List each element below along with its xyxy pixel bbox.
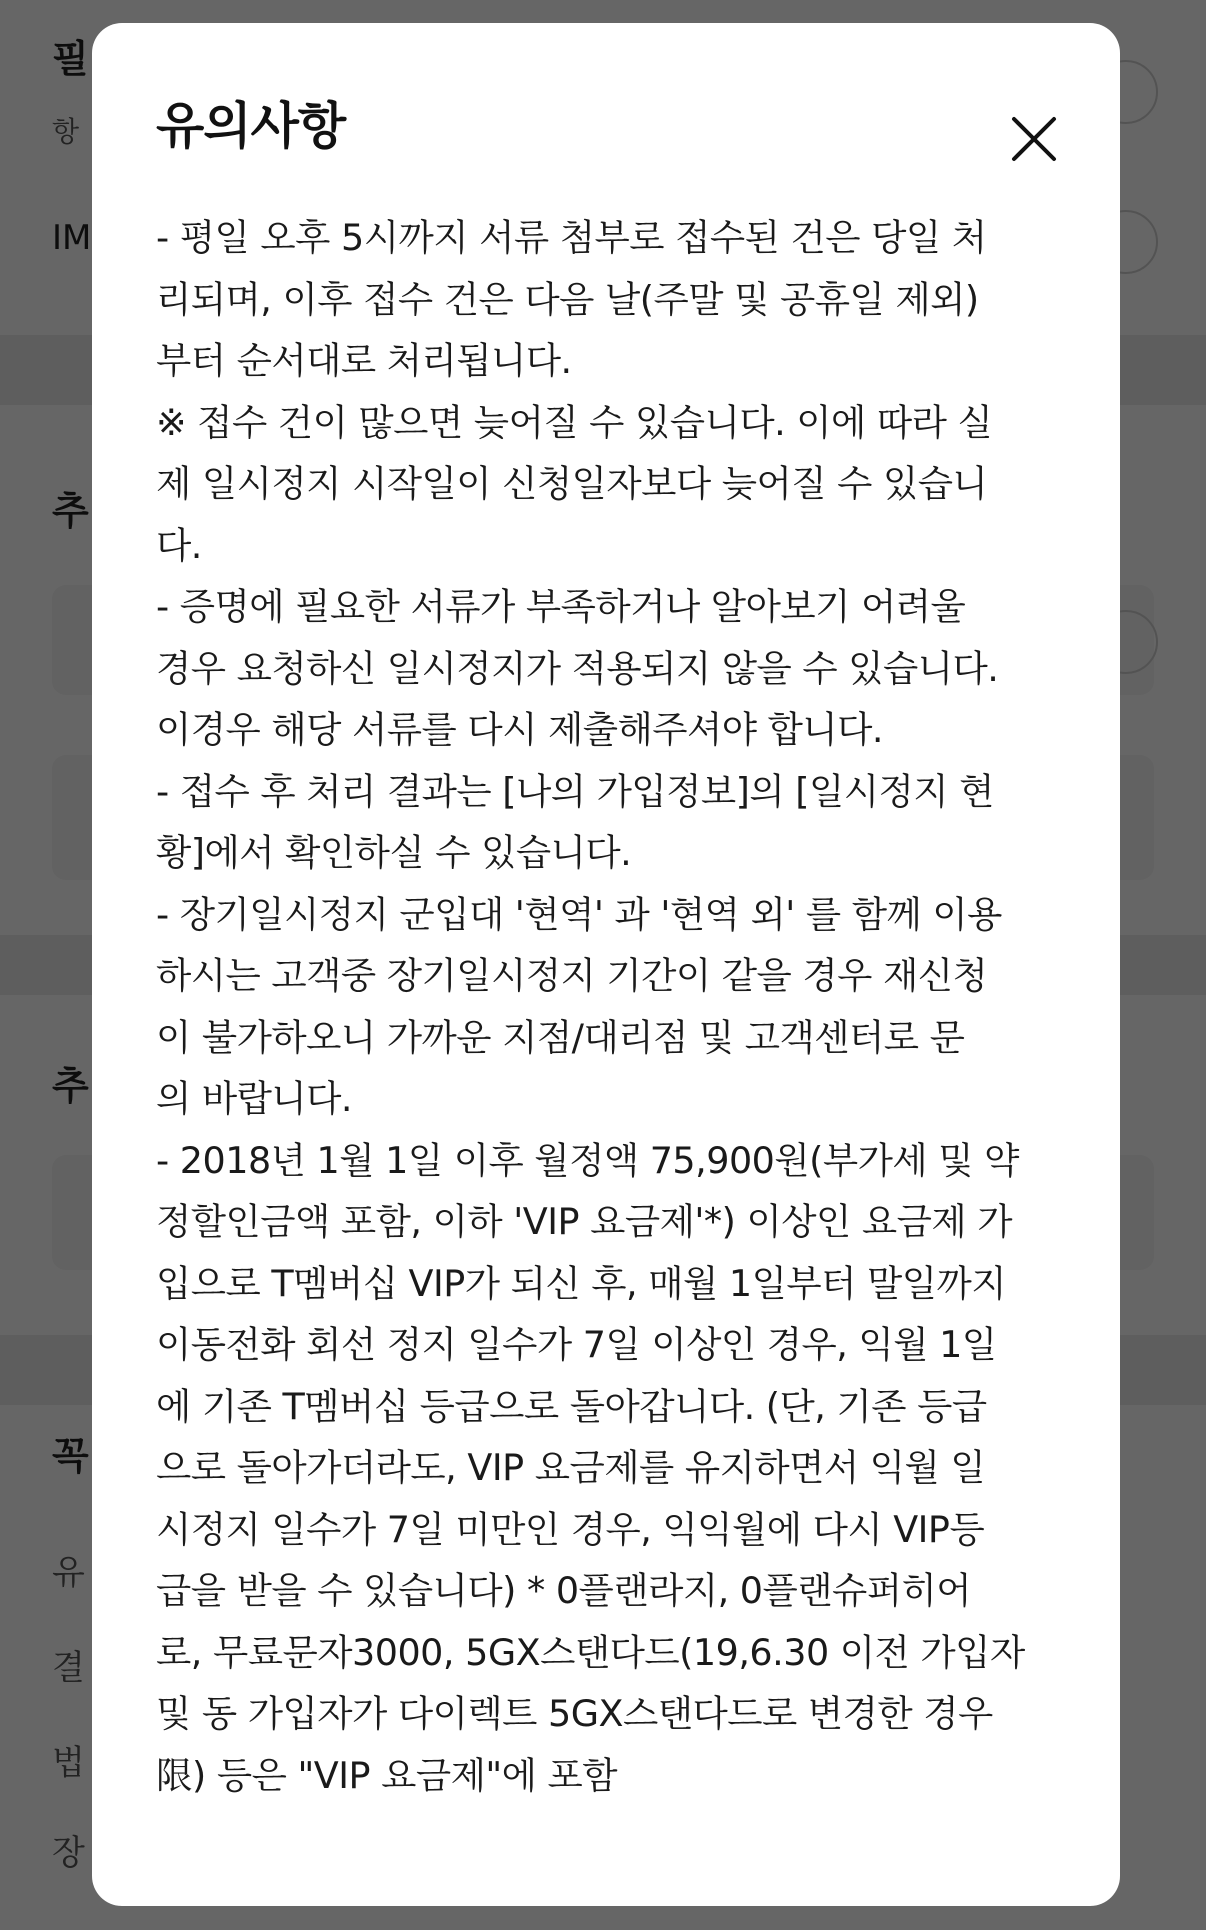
modal-title: 유의사항: [156, 97, 346, 155]
notice-line: 입으로 T멤버십 VIP가 되신 후, 매월 1일부터 말일까지: [156, 1261, 1007, 1305]
notice-line: 리되며, 이후 접수 건은 다음 날(주말 및 공휴일 제외): [156, 277, 979, 321]
notice-line: - 접수 후 처리 결과는 [나의 가입정보]의 [일시정지 현: [156, 769, 994, 813]
notice-line: 황]에서 확인하실 수 있습니다.: [156, 831, 632, 874]
close-button[interactable]: [1010, 115, 1058, 163]
notice-line: - 평일 오후 5시까지 서류 첨부로 접수된 건은 당일 처: [156, 216, 987, 259]
notice-text: [156, 207, 1056, 1806]
notice-line: 에 기존 T멤버십 등급으로 돌아갑니다. (단, 기존 등급: [156, 1384, 987, 1428]
notice-line: 으로 돌아가더라도, VIP 요금제를 유지하면서 익월 일: [156, 1446, 986, 1489]
notice-line: 이 불가하오니 가까운 지점/대리점 및 고객센터로 문: [156, 1015, 965, 1059]
notice-line: 限) 등은 "VIP 요금제"에 포함: [156, 1753, 618, 1797]
notice-line: 의 바랍니다.: [156, 1077, 352, 1120]
notice-line: 급을 받을 수 있습니다) * 0플랜라지, 0플랜슈퍼히어: [156, 1569, 972, 1612]
notice-line: - 증명에 필요한 서류가 부족하거나 알아보기 어려울: [156, 585, 966, 628]
notice-line: ※ 접수 건이 많으면 늦어질 수 있습니다. 이에 따라 실: [156, 400, 993, 444]
notice-line: 경우 요청하신 일시정지가 적용되지 않을 수 있습니다.: [156, 646, 999, 690]
notice-line: 다.: [156, 523, 202, 567]
notice-line: 이동전화 회선 정지 일수가 7일 이상인 경우, 익월 1일: [156, 1323, 997, 1366]
notice-line: 로, 무료문자3000, 5GX스탠다드(19,6.30 이전 가입자: [156, 1630, 1025, 1674]
notice-modal: [92, 23, 1120, 1906]
notice-line: 하시는 고객중 장기일시정지 기간이 같을 경우 재신청: [156, 954, 988, 997]
notice-line: 시정지 일수가 7일 미만인 경우, 익익월에 다시 VIP등: [156, 1507, 985, 1551]
notice-line: - 2018년 1월 1일 이후 월정액 75,900원(부가세 및 약: [156, 1138, 1019, 1182]
close-icon: [1010, 115, 1058, 163]
notice-line: 제 일시정지 시작일이 신청일자보다 늦어질 수 있습니: [156, 462, 988, 505]
notice-line: 부터 순서대로 처리됩니다.: [156, 339, 572, 382]
notice-line: 이경우 해당 서류를 다시 제출해주셔야 합니다.: [156, 708, 884, 751]
notice-line: 및 동 가입자가 다이렉트 5GX스탠다드로 변경한 경우: [156, 1692, 993, 1735]
notice-line: 정할인금액 포함, 이하 'VIP 요금제'*) 이상인 요금제 가: [156, 1200, 1013, 1243]
notice-line: - 장기일시정지 군입대 '현역' 과 '현역 외' 를 함께 이용: [156, 892, 1002, 936]
